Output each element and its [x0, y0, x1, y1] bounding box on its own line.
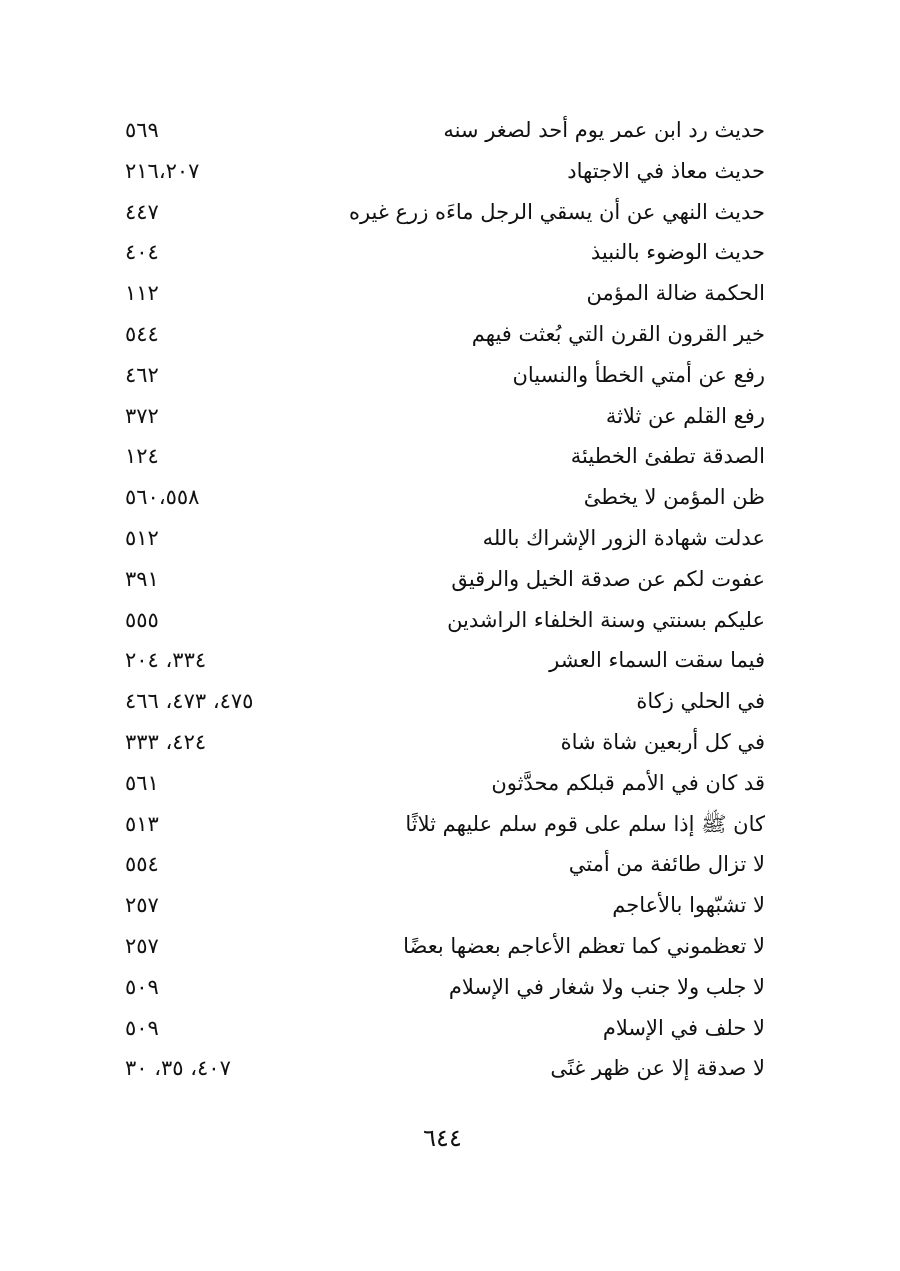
hadith-text: رفع عن أمتي الخطأ والنسيان	[512, 362, 765, 387]
hadith-text: في كل أربعين شاة شاة	[560, 729, 765, 754]
hadith-text: عليكم بسنتي وسنة الخلفاء الراشدين	[447, 607, 765, 632]
index-entry	[125, 273, 765, 314]
index-entry	[125, 1048, 765, 1089]
hadith-text: حديث معاذ في الاجتهاد	[567, 158, 765, 183]
hadith-text: ظن المؤمن لا يخطئ	[583, 485, 765, 510]
hadith-text: فيما سقت السماء العشر	[549, 648, 765, 673]
index-entry	[125, 967, 765, 1008]
page-references: ٤٧٥، ٤٧٣، ٤٦٦	[125, 689, 254, 714]
hadith-text: لا صدقة إلا عن ظهر غنًى	[550, 1056, 765, 1081]
page-references: ٥١٣	[125, 811, 159, 836]
index-entry	[125, 355, 765, 396]
hadith-text: لا تعظموني كما تعظم الأعاجم بعضها بعضًا	[403, 933, 765, 958]
page-references: ٣٣٤، ٢٠٤	[125, 648, 207, 673]
hadith-text: حديث الوضوء بالنبيذ	[590, 240, 765, 265]
page-references: ٥٥٤	[125, 852, 159, 877]
hadith-text: عدلت شهادة الزور الإشراك بالله	[482, 525, 765, 550]
page-references: ١٢٤	[125, 444, 159, 469]
index-entry	[125, 926, 765, 967]
index-entry	[125, 681, 765, 722]
hadith-text: عفوت لكم عن صدقة الخيل والرقيق	[451, 566, 765, 591]
hadith-text: حديث رد ابن عمر يوم أحد لصغر سنه	[443, 118, 765, 142]
hadith-text: رفع القلم عن ثلاثة	[605, 403, 765, 428]
page-references: ٥٤٤	[125, 321, 159, 346]
index-entry	[125, 763, 765, 804]
hadith-text: الصدقة تطفئ الخطيئة	[570, 444, 765, 469]
page-references: ٤٠٤	[125, 240, 159, 265]
page-references: ٢٥٧	[125, 933, 159, 958]
page-references: ٥٠٩	[125, 974, 159, 999]
hadith-text: الحكمة ضالة المؤمن	[586, 281, 765, 306]
hadith-index-list	[125, 110, 765, 1089]
index-entry	[125, 396, 765, 437]
index-entry	[125, 232, 765, 273]
index-entry	[125, 436, 765, 477]
index-entry	[125, 600, 765, 641]
hadith-text: كان ﷺ إذا سلم على قوم سلم عليهم ثلاثًا	[405, 811, 765, 836]
hadith-text: لا حلف في الإسلام	[602, 1015, 765, 1040]
index-entry	[125, 1008, 765, 1049]
hadith-text: لا تزال طائفة من أمتي	[568, 852, 765, 877]
hadith-text: خير القرون القرن التي بُعثت فيهم	[471, 321, 765, 346]
hadith-text: حديث النهي عن أن يسقي الرجل ماءَه زرع غيره	[348, 199, 765, 224]
page-references: ٣٧٢	[125, 403, 159, 428]
hadith-text: قد كان في الأمم قبلكم محدَّثون	[491, 770, 765, 795]
index-entry	[125, 722, 765, 763]
index-entry	[125, 314, 765, 355]
index-entry	[125, 844, 765, 885]
page-references: ٥٦٠،٥٥٨	[125, 485, 200, 510]
page-references: ٢٥٧	[125, 893, 159, 918]
index-entry	[125, 477, 765, 518]
hadith-text: في الحلي زكاة	[636, 689, 765, 714]
index-entry	[125, 804, 765, 845]
page-references: ٥٠٩	[125, 1015, 159, 1040]
page-references: ١١٢	[125, 281, 159, 306]
page-number: ٦٤٤	[423, 1124, 462, 1152]
page-references: ٣٩١	[125, 566, 159, 591]
hadith-text: لا تشبّهوا بالأعاجم	[612, 893, 765, 918]
index-entry	[125, 151, 765, 192]
index-entry	[125, 885, 765, 926]
page-references: ٢١٦،٢٠٧	[125, 158, 200, 183]
page-references: ٥٦١	[125, 770, 159, 795]
page-references: ٤٤٧	[125, 199, 159, 224]
hadith-text: لا جلب ولا جنب ولا شغار في الإسلام	[448, 974, 765, 999]
index-entry	[125, 559, 765, 600]
page-references: ٥٦٩	[125, 118, 159, 142]
page-references: ٥١٢	[125, 525, 159, 550]
index-entry	[125, 518, 765, 559]
index-entry	[125, 192, 765, 233]
page-references: ٤٠٧، ٣٥، ٣٠	[125, 1056, 231, 1081]
page-references: ٤٦٢	[125, 362, 159, 387]
page-references: ٥٥٥	[125, 607, 159, 632]
index-entry	[125, 110, 765, 151]
page-references: ٤٢٤، ٣٣٣	[125, 729, 207, 754]
index-entry	[125, 640, 765, 681]
